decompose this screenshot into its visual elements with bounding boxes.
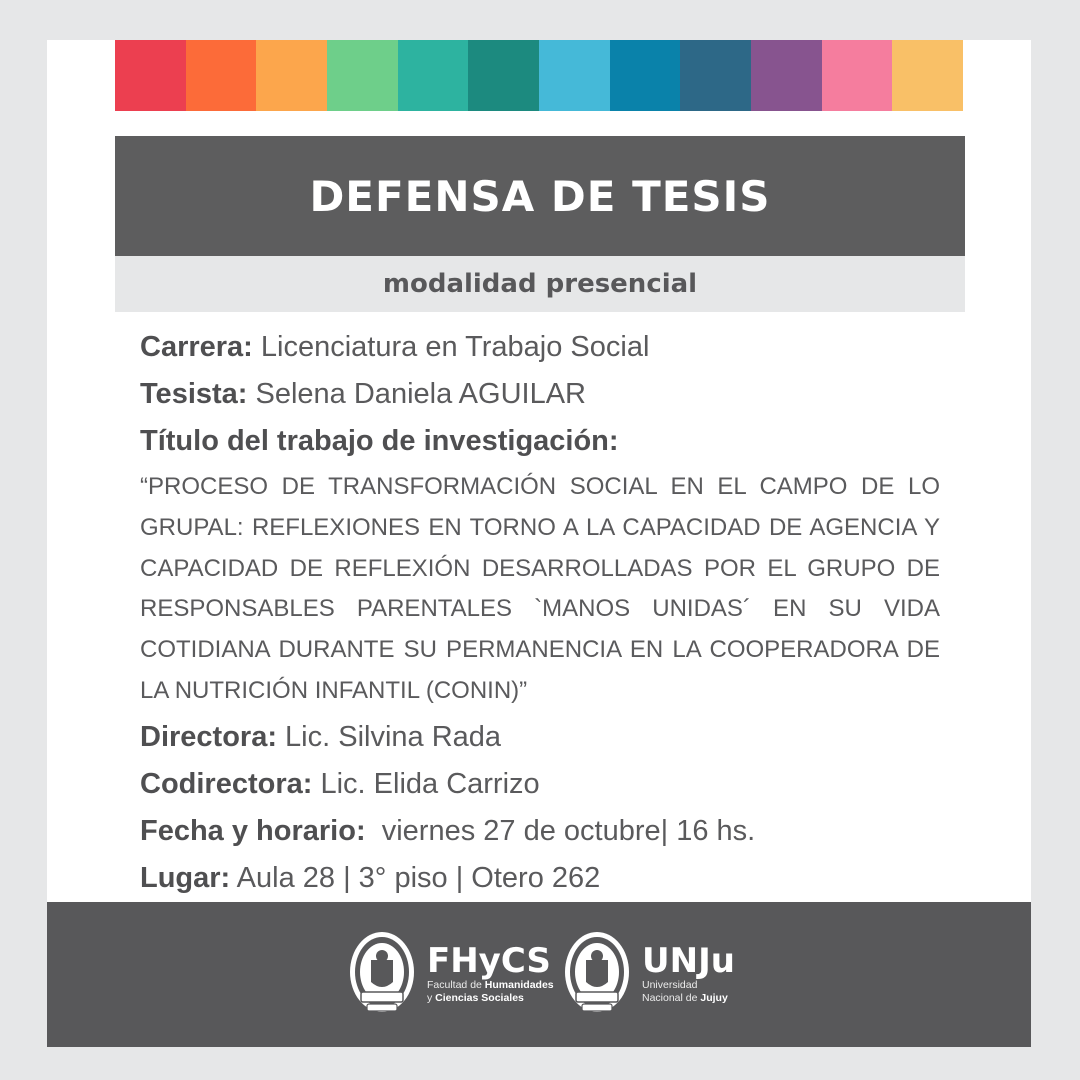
tesista-row [140,371,940,418]
tesista-value: Selena Daniela AGUILAR [247,378,586,410]
lugar-row [140,855,940,902]
modality-subtitle: modalidad presencial [115,256,965,312]
thesis-info [140,324,940,902]
color-swatch [186,40,257,111]
fhycs-name: FHyCS [427,941,551,981]
color-swatch [398,40,469,111]
fhycs-subtitle: Facultad de Humanidades y Ciencias Sociales [427,979,554,1004]
codirectora-row [140,761,940,808]
titulo-label: Título del trabajo de investigación: [140,425,619,457]
titulo-row [140,418,940,465]
fhycs-text [427,943,554,1005]
codirectora-value: Lic. Elida Carrizo [312,767,540,800]
color-swatch [822,40,893,111]
color-swatch [327,40,398,111]
color-swatch [115,40,186,111]
fecha-label: Fecha y horario: [140,814,366,847]
tesista-label: Tesista: [140,378,248,410]
footer-bar [47,902,1031,1047]
fhycs-logo [347,930,554,1018]
fecha-value: viernes 27 de octubre| 16 hs. [365,814,756,847]
unju-subtitle: Universidad Nacional de Jujuy [642,979,728,1004]
unju-text [642,943,735,1005]
directora-value: Lic. Silvina Rada [277,720,502,753]
lugar-label: Lugar: [140,861,231,894]
color-swatch [680,40,751,111]
codirectora-label: Codirectora: [140,767,313,800]
carrera-value: Licenciatura en Trabajo Social [252,331,650,363]
unju-logo [562,930,735,1018]
directora-label: Directora: [140,720,277,753]
carrera-label: Carrera: [140,331,253,363]
carrera-row [140,324,940,371]
page-title: DEFENSA DE TESIS [115,136,965,256]
directora-row [140,714,940,761]
fecha-row [140,808,940,855]
unju-seal-icon [562,930,632,1018]
color-swatch [892,40,963,111]
color-swatch [539,40,610,111]
color-swatch [256,40,327,111]
color-swatch [751,40,822,111]
lugar-value: Aula 28 | 3° piso | Otero 262 [230,861,601,894]
color-stripe [115,40,963,111]
unju-name: UNJu [642,941,735,981]
fhycs-seal-icon [347,930,417,1018]
color-swatch [610,40,681,111]
color-swatch [468,40,539,111]
thesis-title: “PROCESO DE TRANSFORMACIÓN SOCIAL EN EL CAMPO DE LO GRUPAL: REFLEXIONES EN TORNO A LA CAPACIDAD DE AGENCIA Y CAPACIDAD DE REFLEXIÓN DESARROLLADAS POR EL GRUPO DE RESPONSABLES PARENTALES `MANOS UNIDAS´ EN SU VIDA COTIDIANA DURANTE SU PERMANENCIA EN LA COOPERADORA DE LA NUTRICIÓN INFANTIL (CONIN)” [140,473,940,704]
